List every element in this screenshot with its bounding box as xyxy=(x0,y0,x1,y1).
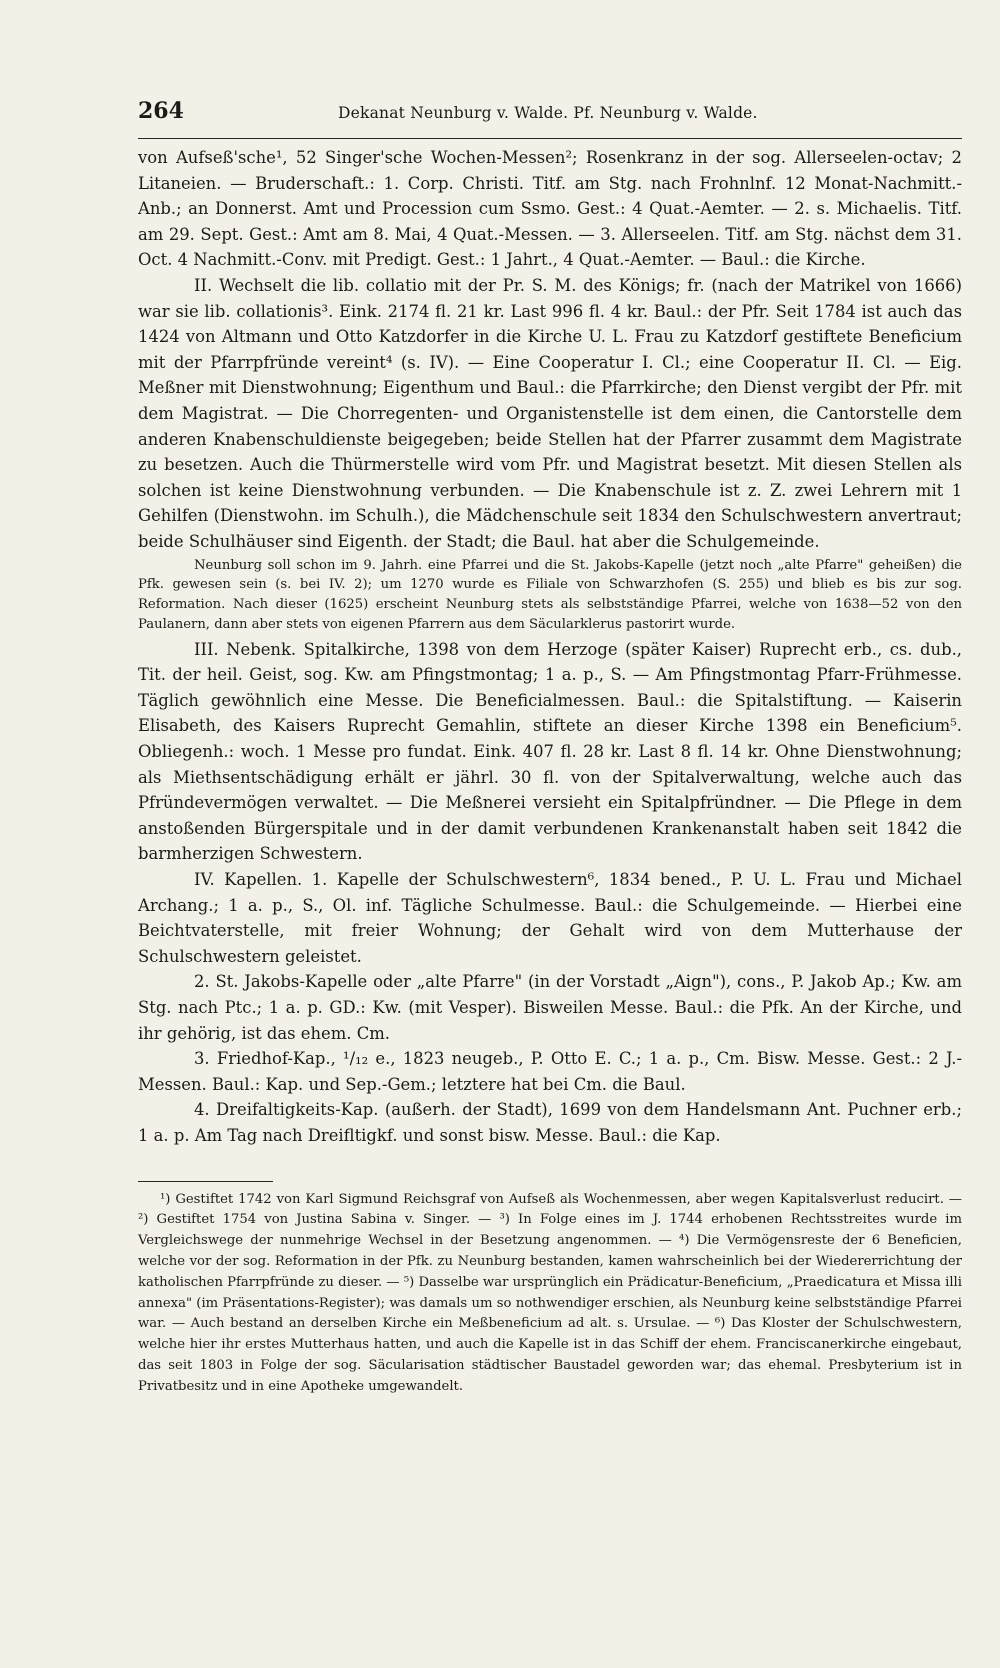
section-iv-paragraph: IV. Kapellen. 1. Kapelle der Schulschwestern⁶, 1834 bened., P. U. L. Frau und Michael Archang.; 1 a. p., S., Ol. inf. Tägliche Schulmesse. Baul.: die Schulgemeinde. — Hierbei eine Beichtvaterstelle, mit freier Wohnung; der Gehalt wird von dem Mutterhause der Schulschwestern geleistet. xyxy=(138,870,962,966)
footnotes xyxy=(138,1190,962,1398)
running-head xyxy=(138,98,962,139)
chapel-3-paragraph: 3. Friedhof-Kap., ¹/₁₂ e., 1823 neugeb., P. Otto E. C.; 1 a. p., Cm. Bisw. Messe. Gest.: 2 J.-Messen. Baul.: Kap. und Sep.-Gem.; letztere hat bei Cm. die Baul. xyxy=(138,1049,962,1094)
history-note: Neunburg soll schon im 9. Jahrh. eine Pfarrei und die St. Jakobs-Kapelle (jetzt noch „alte Pfarre" geheißen) die Pfk. gewesen sein (s. bei IV. 2); um 1270 wurde es Filiale von Schwarzhofen (S. 255) und blieb es bis zur sog. Reformation. Nach dieser (1625) erscheint Neunburg stets als selbstständige Pfarrei, welche von 1638—52 von den Paulanern, dann aber stets von eigenen Pfarrern aus dem Säcularklerus pastorirt wurde. xyxy=(138,557,962,632)
footnote-block: ¹) Gestiftet 1742 von Karl Sigmund Reichsgraf von Aufseß als Wochenmessen, aber wegen Kapitalsverlust reducirt. — ²) Gestiftet 1754 von Justina Sabina v. Singer. — ³) In Folge eines im J. 1744 erhobenen Rechtsstreites wurde im Vergleichswege der nunmehrige Wechsel in der Besetzung angenommen. — ⁴) Die Vermögensreste der 6 Beneficien, welche vor der sog. Reformation in der Pfk. zu Neunburg bestanden, kamen wahrscheinlich bei der Wiedererrichtung der katholischen Pfarrpfründe zu dieser. — ⁵) Dasselbe war ursprünglich ein Prädicatur-Beneficium, „Praedicatura et Missa illi annexa" (im Präsentations-Register); was damals um so nothwendiger erschien, als Neunburg keine selbstständige Pfarrei war. — Auch bestand an derselben Kirche ein Meßbeneficium ad alt. s. Ursulae. — ⁶) Das Kloster der Schulschwestern, welche hier ihr erstes Mutterhaus hatten, und auch die Kapelle ist in das Schiff der ehem. Franciscanerkirche eingebaut, das seit 1803 in Folge der sog. Säcularisation städtischer Baustadel geworden war; das ehemal. Presbyterium ist in Privatbesitz und in eine Apotheke umgewandelt. xyxy=(138,1191,962,1394)
section-iii-paragraph: III. Nebenk. Spitalkirche, 1398 von dem Herzoge (später Kaiser) Ruprecht erb., cs. dub., Tit. der heil. Geist, sog. Kw. am Pfingstmontag; 1 a. p., S. — Am Pfingstmontag Pfarr-Frühmesse. Täglich gewöhnlich eine Messe. Die Beneficialmessen. Baul.: die Spitalstiftung. — Kaiserin Elisabeth, des Kaisers Ruprecht Gemahlin, stiftete an dieser Kirche 1398 ein Beneficium⁵. Obliegenh.: woch. 1 Messe pro fundat. Eink. 407 fl. 28 kr. Last 8 fl. 14 kr. Ohne Dienstwohnung; als Miethsentschädigung erhält er jährl. 30 fl. von der Spitalverwaltung, welche auch das Pfründevermögen verwaltet. — Die Meßnerei versieht ein Spitalpfründner. — Die Pflege in dem anstoßenden Bürgerspitale und in der damit verbundenen Krankenanstalt haben seit 1842 die barmherzigen Schwestern. xyxy=(138,639,962,864)
chapel-2-paragraph: 2. St. Jakobs-Kapelle oder „alte Pfarre" (in der Vorstadt „Aign"), cons., P. Jakob Ap.; Kw. am Stg. nach Ptc.; 1 a. p. GD.: Kw. (mit Vesper). Bisweilen Messe. Baul.: die Pfk. An der Kirche, und ihr gehörig, ist das ehem. Cm. xyxy=(138,972,962,1043)
paragraph-confraternities: von Aufseß'sche¹, 52 Singer'sche Wochen-Messen²; Rosenkranz in der sog. Allerseelen-octav; 2 Litaneien. — Bruderschaft.: 1. Corp. Christi. Titf. am Stg. nach Frohnlnf. 12 Monat-Nachmitt.-Anb.; an Donnerst. Amt und Procession cum Ssmo. Gest.: 4 Quat.-Aemter. — 2. s. Michaelis. Titf. am 29. Sept. Gest.: Amt am 8. Mai, 4 Quat.-Messen. — 3. Allerseelen. Titf. am Stg. nächst dem 31. Oct. 4 Nachmitt.-Conv. mit Predigt. Gest.: 1 Jahrt., 4 Quat.-Aemter. — Baul.: die Kirche. xyxy=(138,148,962,270)
chapel-4-paragraph: 4. Dreifaltigkeits-Kap. (außerh. der Stadt), 1699 von dem Handelsmann Ant. Puchner erb.; 1 a. p. Am Tag nach Dreifltigkf. und sonst bisw. Messe. Baul.: die Kap. xyxy=(138,1100,962,1145)
page-number: 264 xyxy=(138,98,184,124)
footnote-divider xyxy=(138,1181,273,1182)
section-ii-paragraph: II. Wechselt die lib. collatio mit der Pr. S. M. des Königs; fr. (nach der Matrikel von 1666) war sie lib. collationis³. Eink. 2174 fl. 21 kr. Last 996 fl. 4 kr. Baul.: der Pfr. Seit 1784 ist auch das 1424 von Altmann und Otto Katzdorfer in die Kirche U. L. Frau zu Katzdorf gestiftete Beneficium mit der Pfarrpfründe vereint⁴ (s. IV). — Eine Cooperatur I. Cl.; eine Cooperatur II. Cl. — Eig. Meßner mit Dienstwohnung; Eigenthum und Baul.: die Pfarrkirche; den Dienst vergibt der Pfr. mit dem Magistrat. — Die Chorregenten- und Organistenstelle ist dem einen, die Cantorstelle dem anderen Knabenschuldienste beigegeben; beide Stellen hat der Pfarrer zusammt dem Magistrate zu besetzen. Auch die Thürmerstelle wird vom Pfr. und Magistrat besetzt. Mit diesen Stellen als solchen ist keine Dienstwohnung verbunden. — Die Knabenschule ist z. Z. zwei Lehrern mit 1 Gehilfen (Dienstwohn. im Schulh.), die Mädchenschule seit 1834 den Schulschwestern anvertraut; beide Schulhäuser sind Eigenth. der Stadt; die Baul. hat aber die Schulgemeinde. xyxy=(138,275,962,551)
body-text xyxy=(138,145,962,1149)
running-title: Dekanat Neunburg v. Walde. Pf. Neunburg v. Walde. xyxy=(338,104,758,122)
